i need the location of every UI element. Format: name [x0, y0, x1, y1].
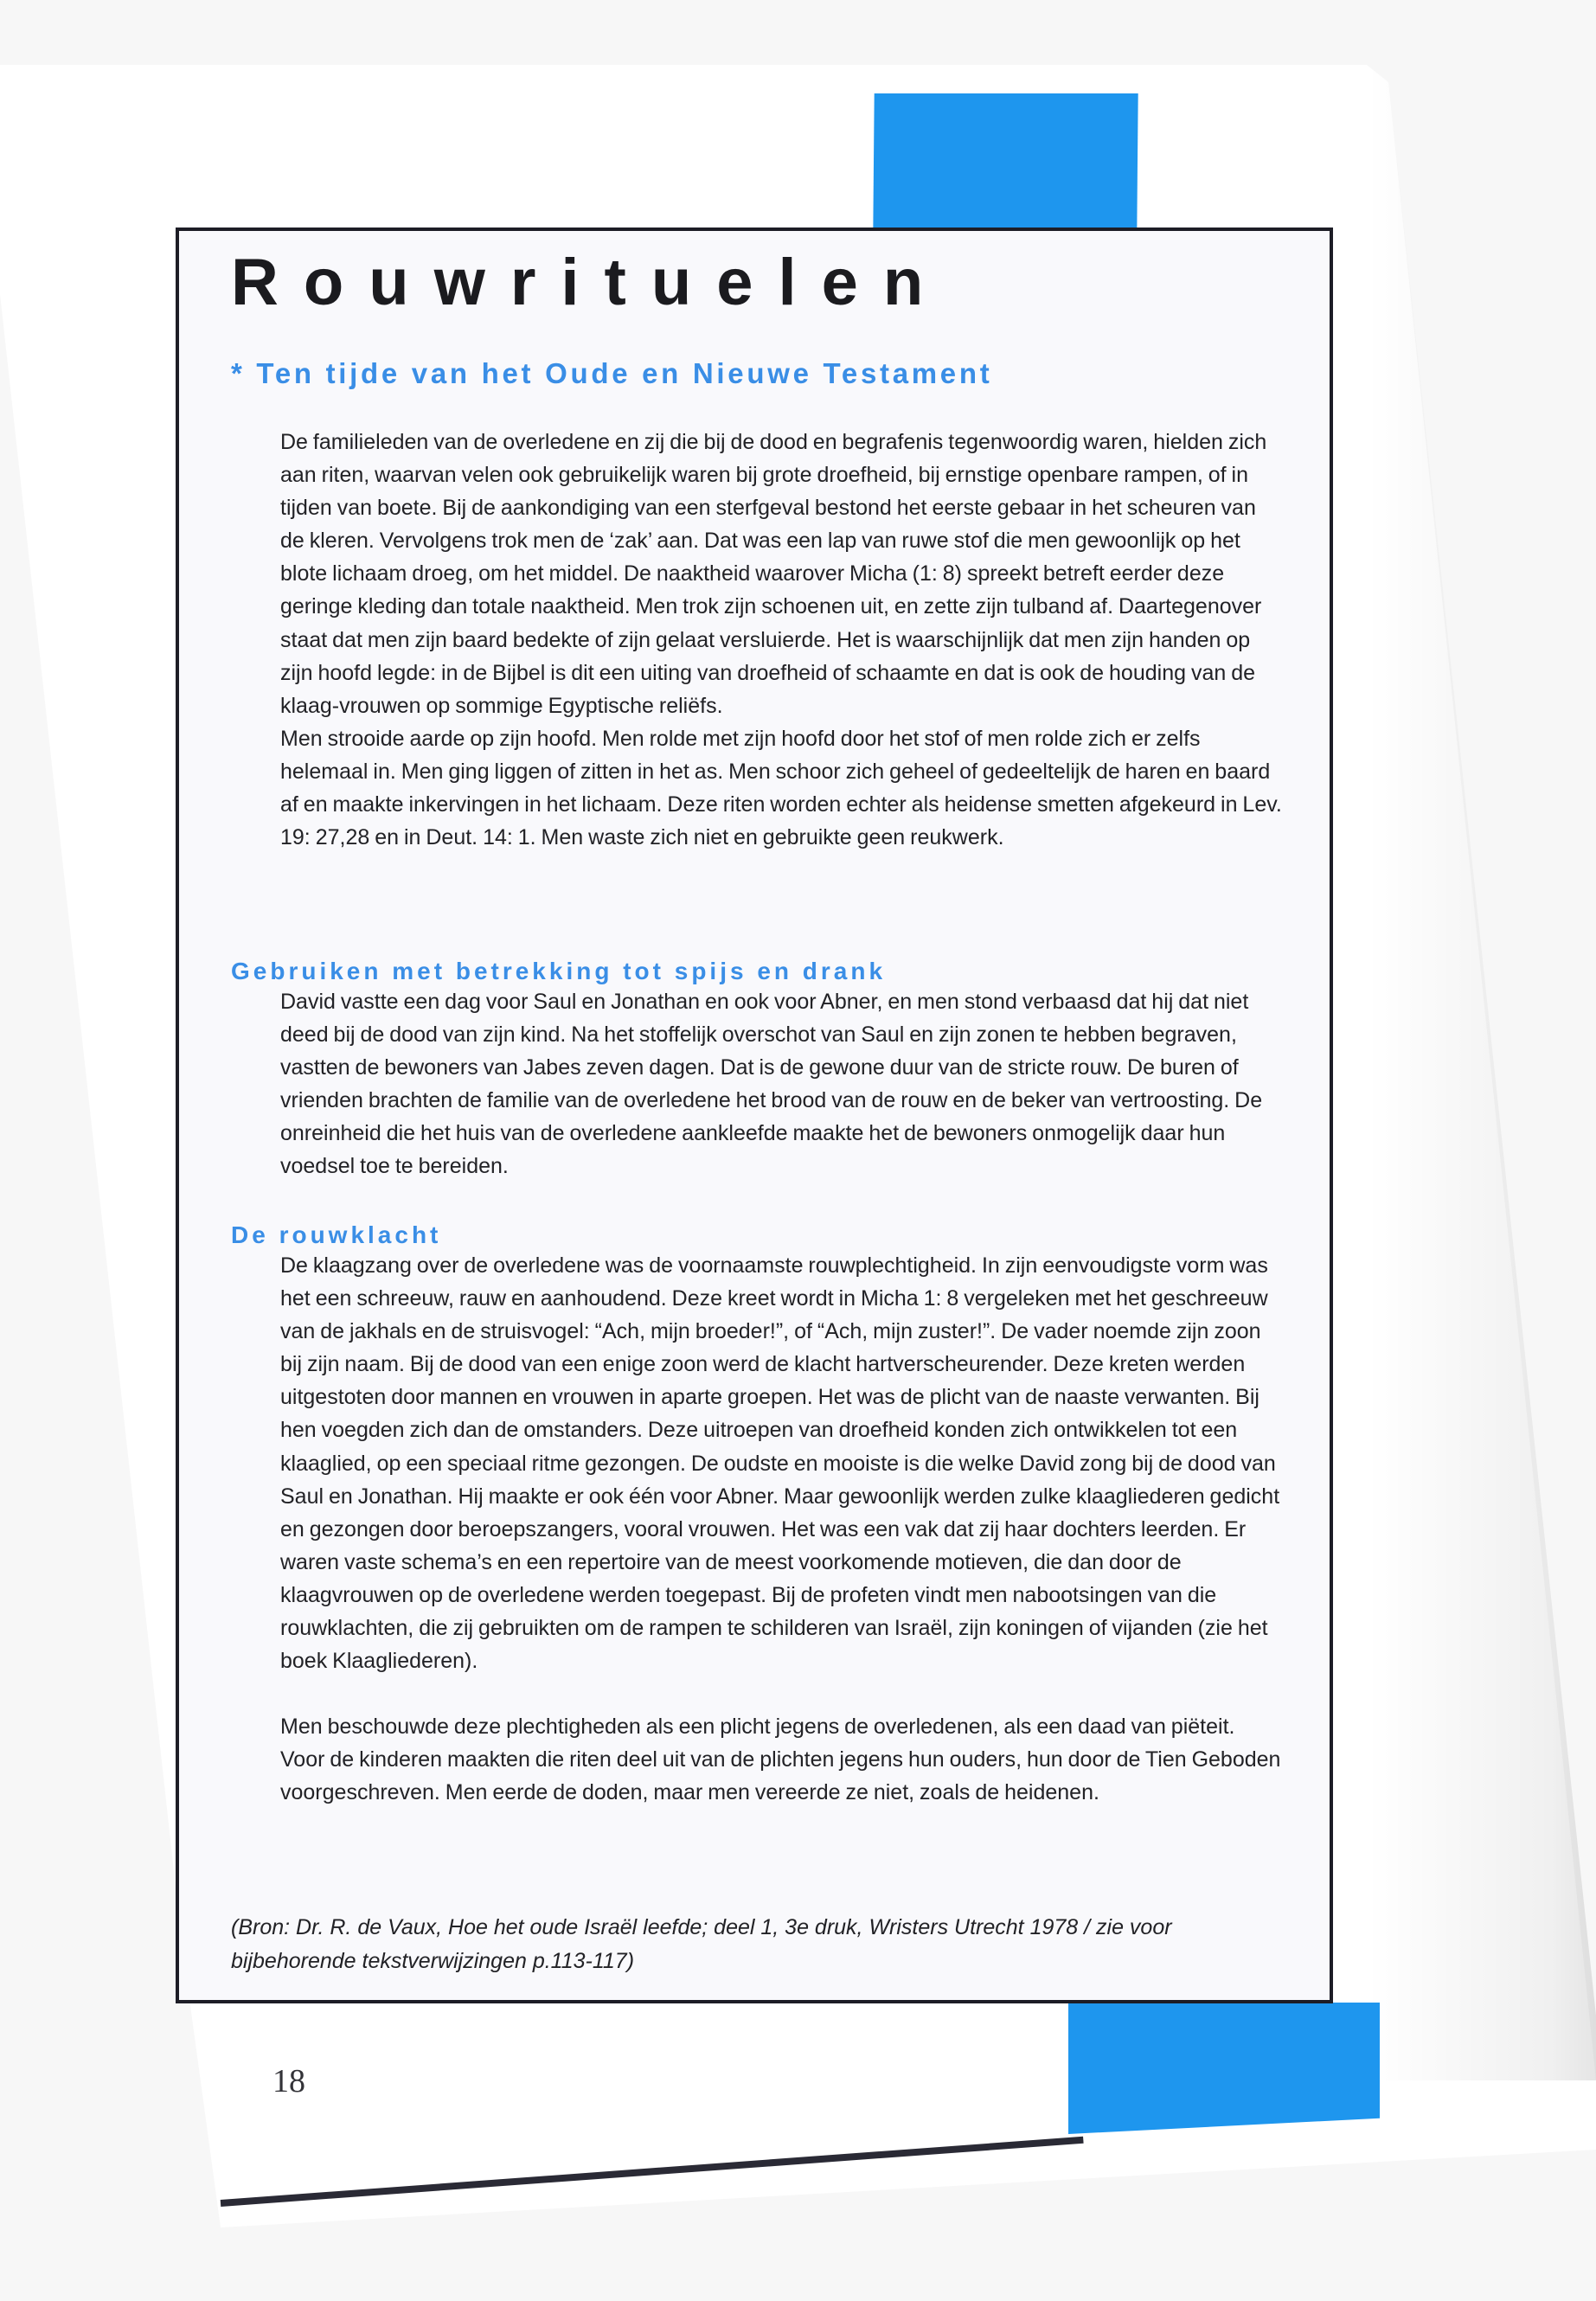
blue-accent-tab-top [873, 93, 1138, 232]
blue-accent-tab-bottom [1068, 2003, 1380, 2134]
section-heading-lament: De rouwklacht [231, 1221, 442, 1248]
section-text-food [280, 985, 1284, 1183]
page-number: 18 [272, 2063, 305, 2099]
source-citation: (Bron: Dr. R. de Vaux, Hoe het oude Israël leefde; deel 1, 3e druk, Wristers Utrecht 1978 / zie voor bijbehorende tekstverwijzingen p.113-117) [231, 1915, 1172, 1973]
lament-paragraph: De klaagzang over de overledene was de voornaamste rouwplechtigheid. In zijn eenvoudigste vorm was het een schreeuw, rauw en aanhoudend. Deze kreet wordt in Micha 1: 8 vergeleken met het geschreeuw van de jakhals en de struisvogel: “Ach, mijn broeder!”, of “Ach, mijn zuster!”. De vader noemde zijn zoon bij zijn naam. Bij de dood van een enige zoon werd de klacht hartverscheurender. Deze kreten werden uitgestoten door mannen en vrouwen in aparte groepen. Het was de plicht van de naaste verwanten. Bij hen voegden zich dan de omstanders. Deze uitroepen van droefheid konden zich ontwikkelen tot een klaaglied, op een speciaal ritme gezongen. De oudste en mooiste is die welke David zong bij de dood van Saul en Jonathan. Hij maakte er ook één voor Abner. Maar gewoonlijk werden zulke klaagliederen gedicht en gezongen door beroepszangers, vooral vrouwen. Het was een vak dat zij haar dochters leerden. Er waren vaste schema’s en een repertoire van de meest voorkomende motieven, die dan door de klaagvrouwen op de overledene werden toegepast. Bij de profeten vindt men nabootsingen van die rouwklachten, die zij gebruikten om de rampen te schilderen van Israël, zijn koningen of vijanden (zie het boek Klaagliederen). [280, 1253, 1280, 1674]
intro-text [280, 426, 1284, 854]
food-paragraph: David vastte een dag voor Saul en Jonathan en ook voor Abner, en men stond verbaasd dat hij dat niet deed bij de dood van zijn kind. Na het stoffelijk overschot van Saul en zijn zonen te hebben begraven, vastten de bewoners van Jabes zeven dagen. Dat is de gewone duur van de stricte rouw. De buren of vrienden brachten de familie van de overledene het brood van de rouw en de beker van vertroosting. De onreinheid die het huis van de overledene aankleefde maakte het de bewoners onmogelijk daar hun voedsel toe te bereiden. [280, 990, 1263, 1179]
closing-paragraph: Men beschouwde deze plechtigheden als een plicht jegens de overledenen, als een daad van piëteit. Voor de kinderen maakten die riten deel uit van de plichten jegens hun ouders, hun door de Tien Geboden voorgeschreven. Men eerde de doden, maar men vereerde ze niet, zoals de heidenen. [280, 1715, 1281, 1805]
article-frame [176, 228, 1333, 2003]
section-heading-food: Gebruiken met betrekking tot spijs en drank [231, 958, 887, 984]
article-subtitle: * Ten tijde van het Oude en Nieuwe Testament [231, 357, 993, 389]
article-title: Rouwrituelen [231, 246, 949, 319]
page-edge-shadow [1367, 65, 1596, 2106]
intro-paragraph: Men strooide aarde op zijn hoofd. Men rolde met zijn hoofd door het stof of men rolde zich er zelfs helemaal in. Men ging liggen of zitten in het as. Men schoor zich geheel of gedeeltelijk de haren en baard af en maakte inkervingen in het lichaam. Deze riten worden echter als heidense smetten afgekeurd in Lev. 19: 27,28 en in Deut. 14: 1. Men waste zich niet en gebruikte geen reukwerk. [280, 726, 1282, 850]
section-text-lament [280, 1249, 1284, 1810]
intro-paragraph: De familieleden van de overledene en zij die bij de dood en begrafenis tegenwoordig waren, hielden zich aan riten, waarvan velen ook gebruikelijk waren bij grote droefheid, bij ernstige openbare rampen, of in tijden van boete. Bij de aankondiging van een sterfgeval bestond het eerste gebaar in het scheuren van de kleren. Vervolgens trok men de ‘zak’ aan. Dat was een lap van ruwe stof die men gewoonlijk op het blote lichaam droeg, om het middel. De naaktheid waarover Micha (1: 8) spreekt betreft eerder deze geringe kleding dan totale naaktheid. Men trok zijn schoenen uit, en zette zijn tulband af. Daartegenover staat dat men zijn baard bedekte of zijn gelaat versluierde. Het is waarschijnlijk dat men zijn handen op zijn hoofd legde: in de Bijbel is dit een uiting van droefheid of schaamte en dat is ook de houding van de klaag-vrouwen op sommige Egyptische reliëfs. [280, 430, 1267, 718]
